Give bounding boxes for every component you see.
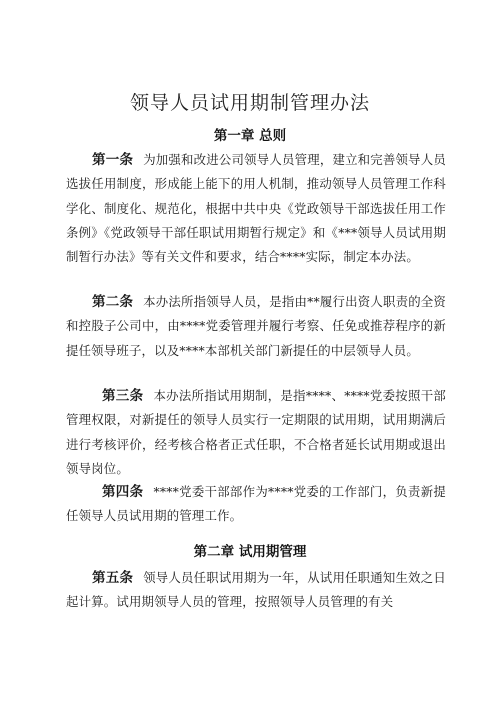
article-5-text: 领导人员任职试用期为一年，从试用任职通知生效之日起计算。试用期领导人员的管理，按照领导人员管理的有关 <box>66 570 446 610</box>
document-title: 领导人员试用期制管理办法 <box>129 92 370 114</box>
chapter-heading-1: 第一章 总则 <box>213 128 287 144</box>
article-2-text: 本办法所指领导人员，是指由**履行出资人职责的全资和控股子公司中，由****党委管理并履行考察、任免或推荐程序的新提任领导班子，以及****本部机关部门新提任的中层领导人员。 <box>66 294 447 358</box>
article-3 <box>66 384 446 481</box>
article-3-number: 第三条 <box>102 388 144 404</box>
chapter-heading-2: 第二章 试用期管理 <box>193 544 307 560</box>
article-1-text: 为加强和改进公司领导人员管理，建立和完善领导人员选拔任用制度，形成能上能下的用人机制，推动领导人员管理工作科学化、制度化、规范化，根据中共中央《党政领导干部选拔任用工作条例》《党政领导干部任职试用期暂行规定》和《***领导人员试用期制暂行办法》等有关文件和要求，结合****实际，制定本办法。 <box>66 152 446 265</box>
article-3-text: 本办法所指试用期制，是指****、****党委按照干部管理权限，对新提任的领导人员实行一定期限的试用期，试用期满后进行考核评价，经考核合格者正式任职，不合格者延长试用期或退出领导岗位。 <box>66 388 446 476</box>
article-2 <box>66 290 446 363</box>
article-5-number: 第五条 <box>92 570 134 586</box>
article-1-number: 第一条 <box>92 152 134 168</box>
article-1 <box>66 148 446 269</box>
article-4-number: 第四条 <box>102 484 144 500</box>
article-2-number: 第二条 <box>92 294 134 310</box>
article-4 <box>66 480 446 529</box>
article-4-text: ****党委干部部作为****党委的工作部门，负责新提任领导人员试用期的管理工作。 <box>66 484 446 524</box>
article-5 <box>66 566 446 615</box>
